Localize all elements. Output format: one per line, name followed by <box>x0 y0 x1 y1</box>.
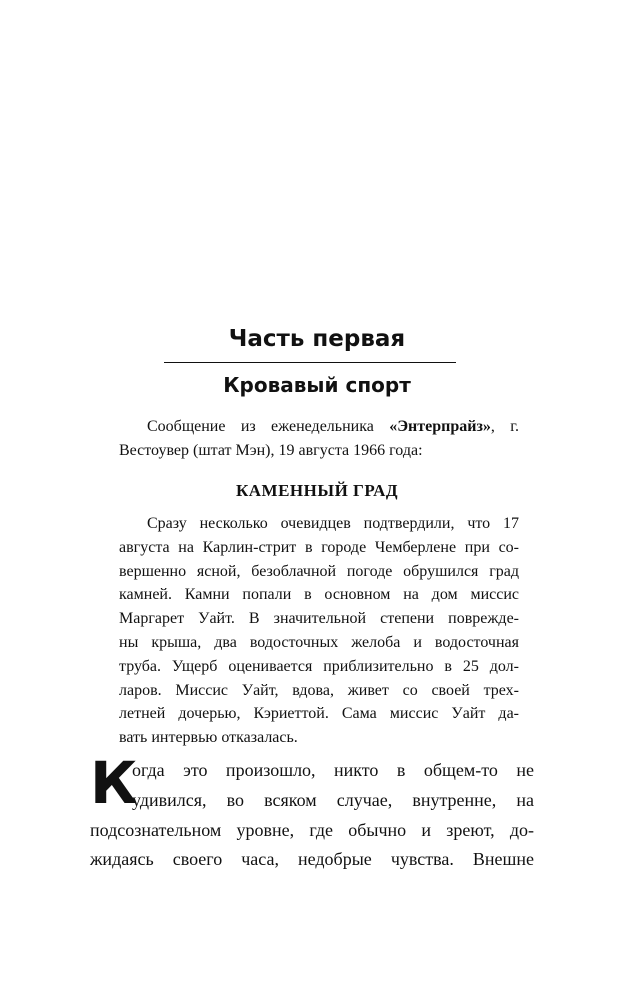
article-line: Сразу несколько очевидцев подтвердили, что 17 <box>147 515 519 532</box>
intro-paragraph <box>119 415 519 463</box>
story-line: жидаясь своего часа, недобрые чувства. Внешне <box>90 849 534 870</box>
article-line: ларов. Миссис Уайт, вдова, живет со своей трех- <box>119 681 519 699</box>
article-line: камней. Камни попали в основном на дом миссис <box>119 586 519 604</box>
article-line: ны крыша, два водосточных желоба и водосточная <box>119 633 519 651</box>
article-line: труба. Ущерб оценивается приблизительно в 25 дол- <box>119 657 519 675</box>
story-line: подсознательном уровне, где обычно и зреют, до- <box>90 819 534 840</box>
story-line: удивился, во всяком случае, внутренне, на <box>132 789 534 810</box>
title-divider <box>164 362 456 363</box>
article-line: августа на Карлин-стрит в городе Чемберлене при со- <box>119 538 519 556</box>
drop-cap: К <box>90 749 138 817</box>
newspaper-name: «Энтерпрайз» <box>389 418 491 435</box>
article-line: летней дочерью, Кэриеттой. Сама миссис Уайт да- <box>119 705 519 723</box>
article-body <box>119 512 519 750</box>
story-line: огда это произошло, никто в общем-то не <box>132 760 534 780</box>
section-title: Кровавый спорт <box>223 373 411 397</box>
article-line: вать интервью отказалась. <box>119 729 298 747</box>
intro-rest: , г. Вестоувер (штат Мэн), 19 августа 1966 года: <box>119 418 519 459</box>
intro-lead: Сообщение из еженедельника <box>147 418 390 435</box>
part-title: Часть первая <box>228 326 406 352</box>
story-text <box>90 749 534 875</box>
article-line: вершенно ясной, безоблачной погоде обрушился град <box>119 562 519 580</box>
article-line: Маргарет Уайт. В значительной степени поврежде- <box>119 610 519 628</box>
article-heading: КАМЕННЫЙ ГРАД <box>235 481 399 500</box>
